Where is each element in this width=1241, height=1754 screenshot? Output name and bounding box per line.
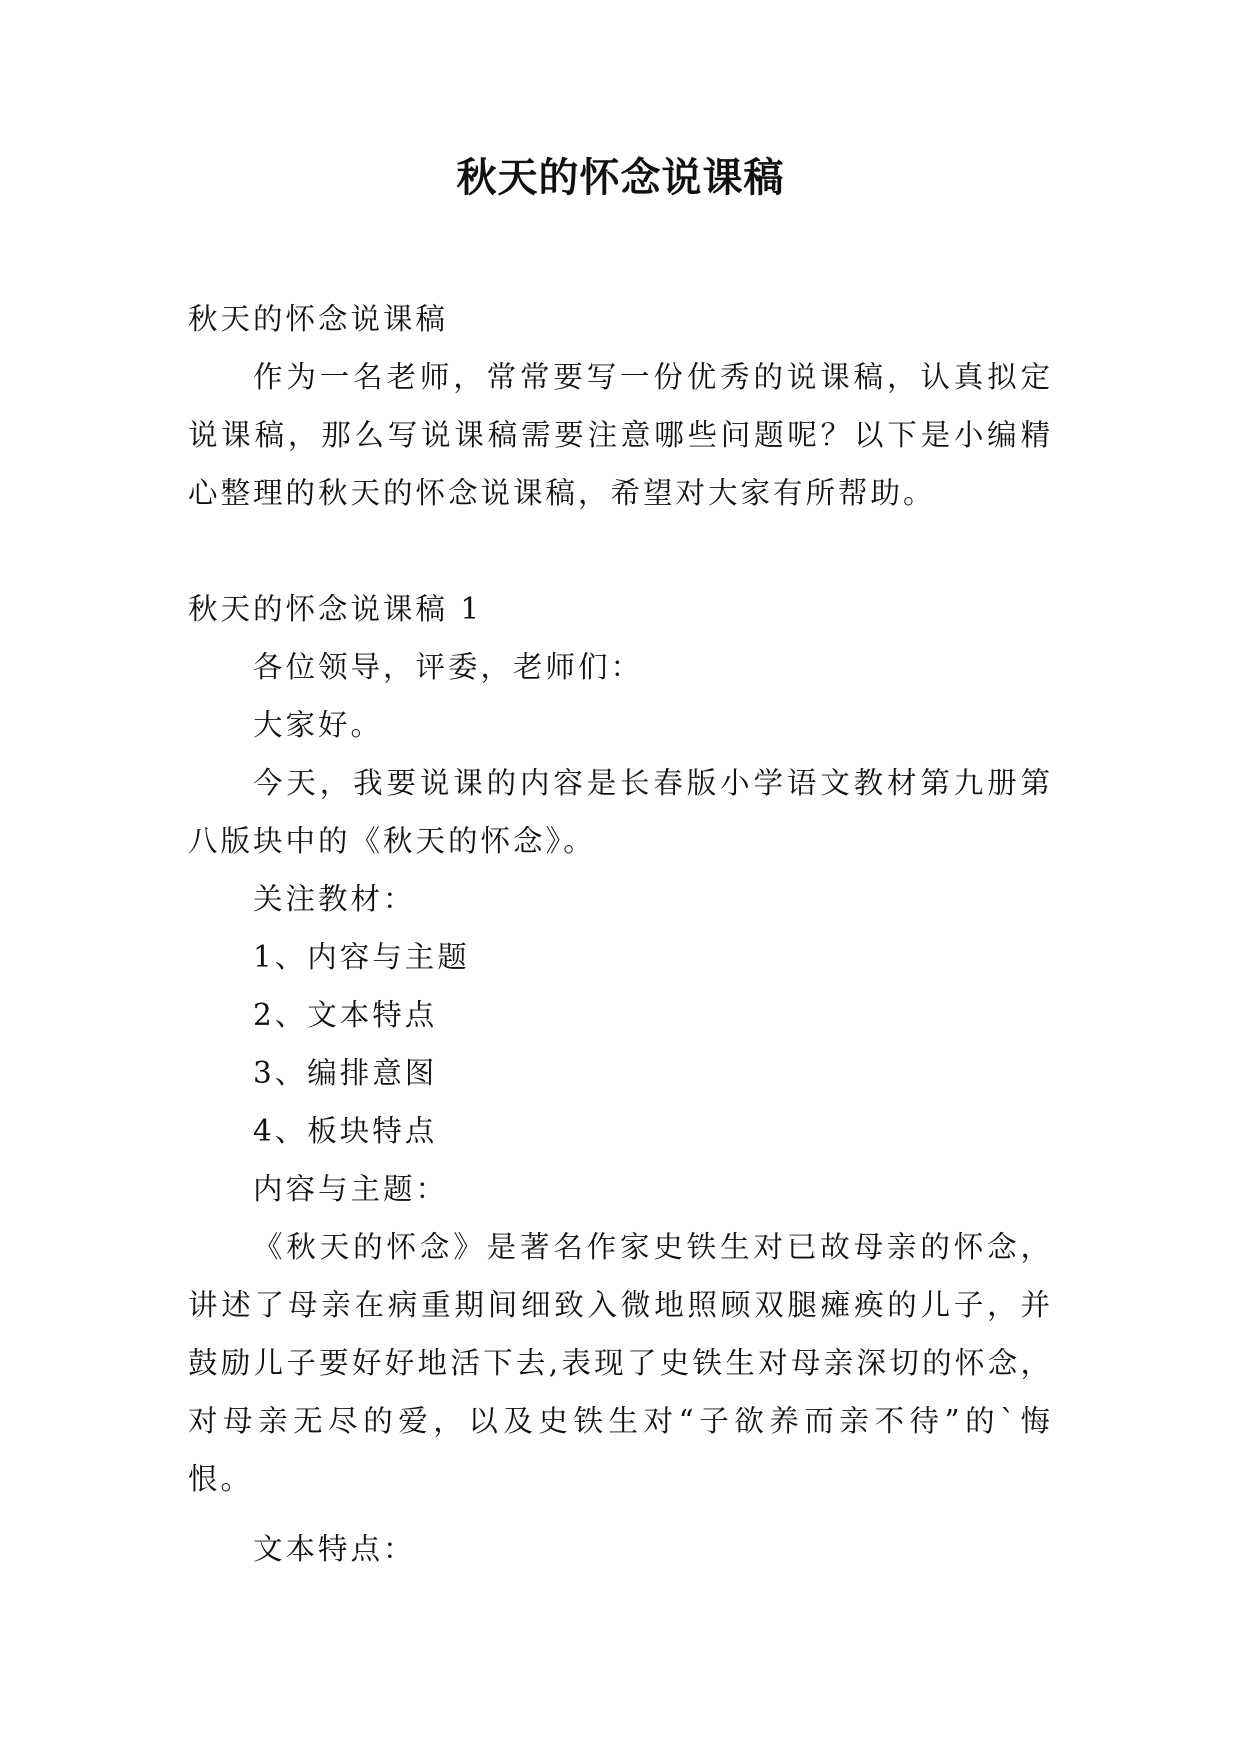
paragraph-gap bbox=[188, 522, 1053, 580]
intro-paragraph: 作为一名老师，常常要写一份优秀的说课稿，认真拟定说课稿，那么写说课稿需要注意哪些问题呢？以下是小编精心整理的秋天的怀念说课稿，希望对大家有所帮助。 bbox=[188, 360, 1053, 510]
hello-line: 大家好。 bbox=[253, 708, 384, 742]
list-item: 1、内容与主题 bbox=[253, 940, 470, 974]
paragraph-gap bbox=[188, 1508, 1053, 1520]
lesson-intro-paragraph: 今天，我要说课的内容是长春版小学语文教材第九册第八版块中的《秋天的怀念》。 bbox=[188, 766, 1053, 858]
section-heading-1: 秋天的怀念说课稿 1 bbox=[188, 592, 483, 626]
list-item: 2、文本特点 bbox=[253, 998, 438, 1032]
content-theme-heading: 内容与主题： bbox=[253, 1172, 449, 1206]
text-features-heading: 文本特点： bbox=[253, 1532, 416, 1566]
greeting-line: 各位领导，评委，老师们： bbox=[253, 650, 644, 684]
section-heading-intro: 秋天的怀念说课稿 bbox=[188, 302, 449, 336]
content-theme-paragraph: 《秋天的怀念》是著名作家史铁生对已故母亲的怀念，讲述了母亲在病重期间细致入微地照顾双腿瘫痪的儿子，并鼓励儿子要好好地活下去,表现了史铁生对母亲深切的怀念，对母亲无尽的爱，以及史铁生对“子欲养而亲不待”的`悔恨。 bbox=[188, 1230, 1053, 1496]
document-title: 秋天的怀念说课稿 bbox=[456, 154, 785, 201]
textbook-focus-heading: 关注教材： bbox=[253, 882, 416, 916]
list-item: 4、板块特点 bbox=[253, 1114, 438, 1148]
list-item: 3、编排意图 bbox=[253, 1056, 438, 1090]
document-body bbox=[188, 290, 1053, 1578]
